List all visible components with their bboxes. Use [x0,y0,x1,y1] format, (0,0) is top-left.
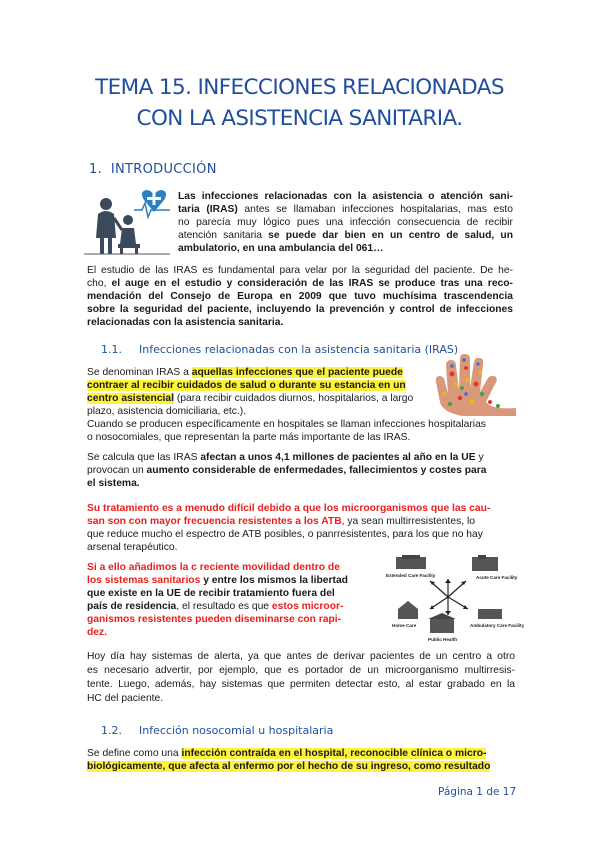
subsection-heading-1-2: 1.2. Infección nosocomial u hospitalaria [101,724,334,737]
label-ambulatory-care: Ambulatory Care Facility [470,623,525,628]
title-line-2: CON LA ASISTENCIA SANITARIA. [136,106,463,131]
paragraph-iras-study: El estudio de las IRAS es fundamental para velar por la seguridad del paciente. De he- cho, el auge en el estudio y consideración de las IRAS se produce tras una reco- mendación del Consejo de Europa en 2009 que tuvo muchísima trascendencia sobre la seguridad del paciente, incluyendo la prevención y control de infecciones relacionadas con la asistencia sanitaria. [87,265,513,328]
label-extended-care: Extended Care Facility [386,573,436,578]
intro-paragraph: Las infecciones relacionadas con la asistencia o atención sani- taria (IRAS) antes se llamaban infecciones hospitalarias, mas esto no parecía muy lógico pues una infección consecuencia de recibir atención sanitaria se puede dar bien en un centro de salud, un ambulatorio, en una ambulancia del 061… [178,191,513,254]
medical-staff-icon [84,188,170,260]
paragraph-iras-statistics: Se calcula que las IRAS afectan a unos 4,1 millones de pacientes al año en la UE y provocan un aumento considerable de enfermedades, fallecimientos y costes para el sistema. [87,452,487,489]
label-public-health: Public Health [428,637,458,642]
page-number: Página 1 de 17 [438,786,517,798]
acute-care-building-icon [472,557,498,571]
section-title: INTRODUCCIÓN [110,162,217,177]
paragraph-iras-definition: Se denominan IRAS a aquellas infecciones que el paciente puede contraer al recibir cuidados de salud o durante su estancia en un centro asistencial (para recibir cuidados diurnos, hospitalarios, a largo plazo, asistencia domiciliaria, etc.). Cuando se producen específicamente en hospitales se llaman infecciones hospitalarias o nosocomiales, que representan la parte más importante de las IRAS. [87,367,486,443]
paragraph-mobility: Si a ello añadimos la c reciente movilidad dentro de los sistemas sanitarios y entre los mismos la libertad que existe en la UE de recibir tratamiento fuera del país de residencia, el resultado es que estos microor- ganismos resistentes pueden diseminarse con rapi- dez. [87,562,348,638]
ambulatory-building-icon [478,609,502,619]
public-health-icon [430,619,454,633]
subsection-heading-1-1: 1.1. Infecciones relacionadas con la asistencia sanitaria (IRAS) [101,343,459,356]
paragraph-nosocomial-definition: Se define como una infección contraída en el hospital, reconocible clínica o micro- biológicamente, que afecta al enfermo por el hecho de su ingreso, como resultado [87,748,491,772]
label-home-care: Home Care [392,623,417,628]
paragraph-alert-systems: Hoy día hay sistemas de alerta, ya que antes de derivar pacientes de un centro a otro es necesario advertir, por ejemplo, que es portador de un microorganismo multirresis- tente. Luego, además, hay sistemas que permiten detectar esto, al estar grabado en la HC del paciente. [87,651,515,704]
label-acute-care: Acute Care Facility [476,575,518,580]
title-line-1: TEMA 15. INFECCIONES RELACIONADAS [95,75,504,100]
section-heading [89,162,217,177]
care-facilities-diagram [378,555,525,645]
paragraph-treatment-resistance: Su tratamiento es a menudo difícil debido a que los microorganismos que las cau- san son con mayor frecuencia resistentes a los ATB, ya sean multirresistentes, lo que reduce mucho el espectro de ATB posibles, o panrresistentes, para los que no hay arsenal terapéutico. [87,503,491,553]
section-number: 1. [89,162,103,177]
document-title [40,72,559,134]
